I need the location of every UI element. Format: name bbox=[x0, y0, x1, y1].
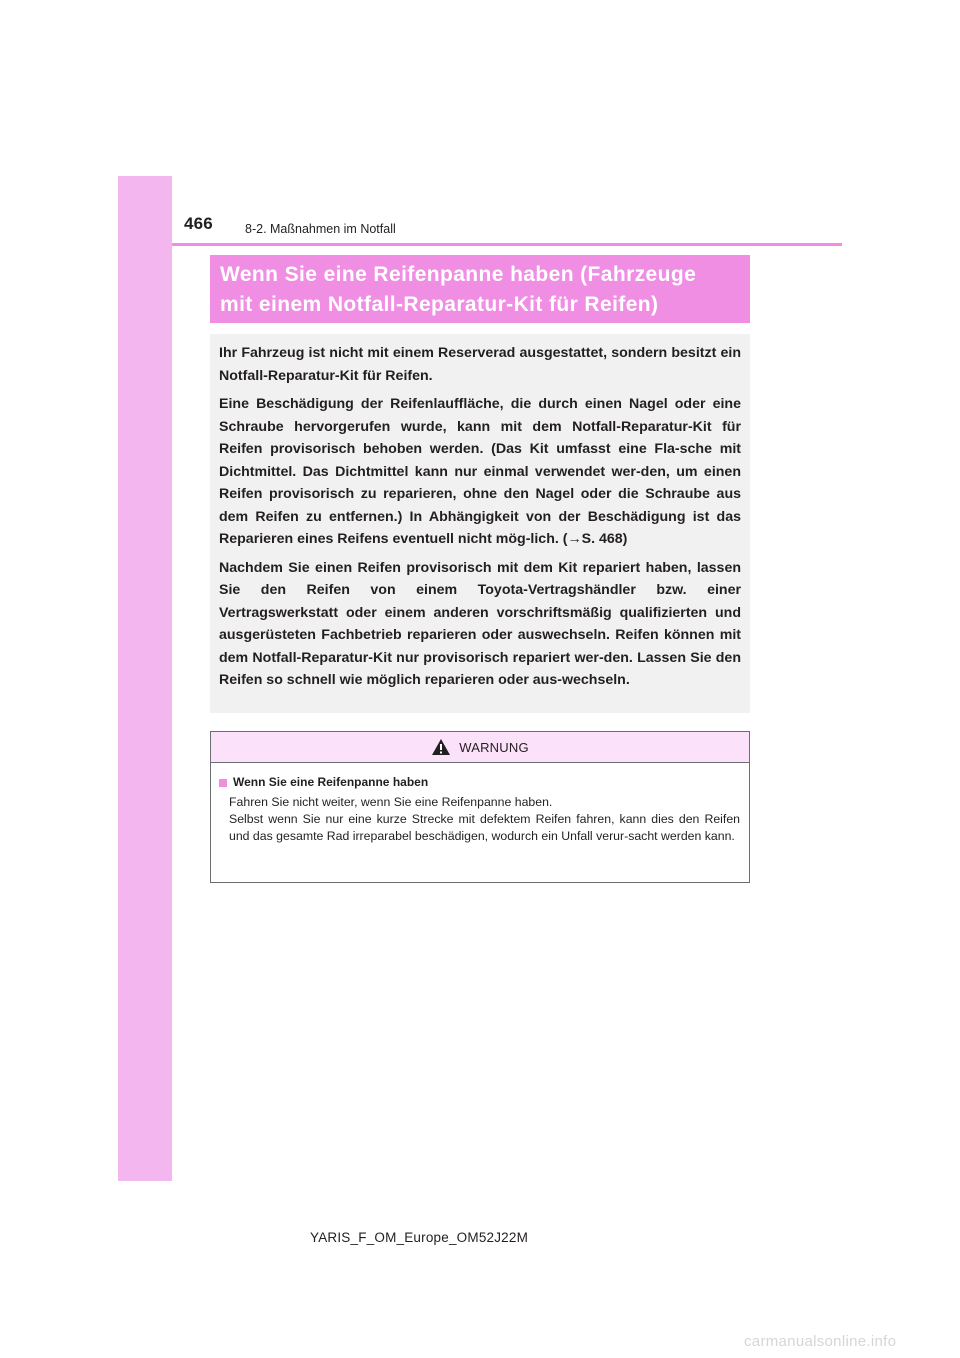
title-banner bbox=[210, 255, 750, 323]
warning-text bbox=[229, 794, 740, 845]
warning-text-line-1: Fahren Sie nicht weiter, wenn Sie eine Reifenpanne haben. bbox=[229, 795, 553, 809]
intro-paragraph-3: Nachdem Sie einen Reifen provisorisch mit dem Kit repariert haben, lassen Sie den Reifen von einem Toyota-Vertragshändler bzw. einer Vertragswerkstatt oder einem anderen vorschriftsmäßig qualifizierten und ausgerüsteten Fachbetrieb reparieren oder auswechseln. Reifen können mit dem Notfall-Reparatur-Kit nur provisorisch repariert wer-den. Lassen Sie den Reifen so schnell wie möglich reparieren oder aus-wechseln. bbox=[219, 559, 741, 688]
watermark: carmanualsonline.info bbox=[744, 1333, 897, 1350]
intro-paragraph-2: Eine Beschädigung der Reifenlauffläche, die durch einen Nagel oder eine Schraube hervorgerufen wurde, kann mit dem Notfall-Reparatur-Kit für Reifen provisorisch behoben werden. (Das Kit umfasst eine Fla-sche mit Dichtmittel. Das Dichtmittel kann nur einmal verwendet wer-den, um einen Reifen provisorisch zu reparieren, ohne den Nagel oder die Schraube aus dem Reifen zu entfernen.) In Abhängigkeit von der Beschädigung ist das Reparieren eines Reifens eventuell nicht mög-lich. (→S. 468) bbox=[219, 396, 741, 547]
title-line-2: mit einem Notfall-Reparatur-Kit für Reifen) bbox=[220, 293, 659, 316]
intro-box bbox=[210, 334, 750, 713]
title-line-1: Wenn Sie eine Reifenpanne haben (Fahrzeuge bbox=[220, 263, 697, 286]
warning-body bbox=[211, 763, 749, 845]
side-tab-band bbox=[118, 176, 172, 1181]
footer-document-code: YARIS_F_OM_Europe_OM52J22M bbox=[310, 1230, 529, 1245]
warning-triangle-icon bbox=[431, 738, 451, 756]
warning-text-line-2: Selbst wenn Sie nur eine kurze Strecke mit defektem Reifen fahren, kann dies den Reifen und das gesamte Rad irreparabel beschädigen, wodurch ein Unfall verur-sacht werden kann. bbox=[229, 812, 740, 843]
warning-label: WARNUNG bbox=[459, 739, 529, 755]
header-rule bbox=[172, 243, 842, 246]
warning-subheading-text: Wenn Sie eine Reifenpanne haben bbox=[233, 775, 429, 789]
square-bullet-icon bbox=[219, 779, 227, 787]
section-header: 8-2. Maßnahmen im Notfall bbox=[245, 222, 396, 236]
warning-header bbox=[211, 732, 749, 763]
intro-paragraph-1: Ihr Fahrzeug ist nicht mit einem Reserverad ausgestattet, sondern besitzt ein Notfall-Reparatur-Kit für Reifen. bbox=[219, 345, 741, 384]
page-number: 466 bbox=[184, 214, 213, 233]
warning-box bbox=[210, 731, 750, 883]
warning-subheading bbox=[219, 774, 740, 791]
